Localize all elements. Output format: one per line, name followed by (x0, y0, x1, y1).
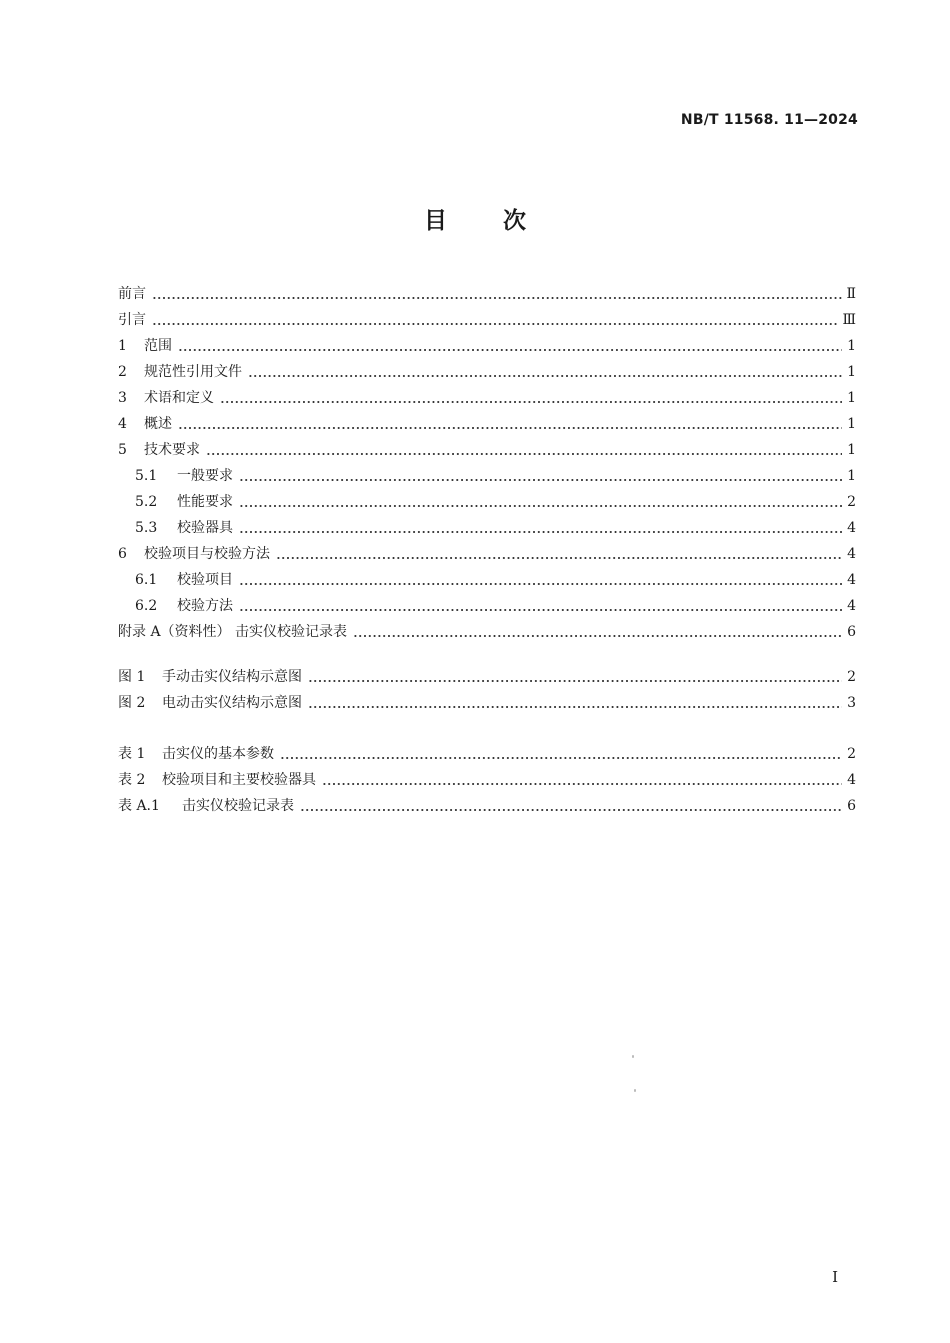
toc-number: 5.3 (135, 520, 158, 536)
toc-tables (118, 741, 856, 819)
toc-entry-4[interactable] (118, 411, 856, 437)
toc-page: Ⅲ (842, 312, 856, 328)
toc-number: 6.1 (135, 572, 158, 588)
dot-leader (152, 281, 842, 307)
toc-number: 5.1 (135, 468, 158, 484)
dot-leader (308, 664, 842, 690)
dot-leader (239, 567, 842, 593)
toc-figures (118, 664, 856, 716)
toc-entry-6-2[interactable] (118, 593, 856, 619)
dot-leader (239, 515, 842, 541)
toc-entry-1[interactable] (118, 333, 856, 359)
toc-entry-figure-1[interactable] (118, 664, 856, 690)
toc-label: 校验项目与校验方法 (144, 546, 270, 562)
toc-page: 1 (847, 442, 856, 458)
figure-label: 电动击实仪结构示意图 (162, 695, 302, 711)
table-page: 2 (847, 746, 856, 762)
dot-leader (248, 359, 842, 385)
page-title (0, 202, 950, 235)
toc-page: 4 (847, 546, 856, 562)
table-page: 4 (847, 772, 856, 788)
toc-number: 2 (118, 364, 127, 380)
toc-number: 6.2 (135, 598, 158, 614)
toc-label: 附录 A（资料性） 击实仪校验记录表 (118, 624, 348, 640)
dot-leader (239, 489, 842, 515)
title-char-2: 次 (503, 208, 526, 234)
toc-page: Ⅱ (846, 286, 856, 302)
toc-number: 6 (118, 546, 127, 562)
toc-number: 5.2 (135, 494, 158, 510)
table-label: 校验项目和主要校验器具 (162, 772, 316, 788)
toc-entry-appendix-a[interactable] (118, 619, 856, 645)
toc-entry-2[interactable] (118, 359, 856, 385)
standard-code: NB/T 11568. 11—2024 (680, 112, 858, 128)
title-char-1: 目 (424, 208, 447, 234)
toc-page: 1 (847, 390, 856, 406)
toc-label: 引言 (118, 312, 146, 328)
dot-leader (239, 463, 842, 489)
table-number: 表 1 (118, 746, 146, 762)
toc-entry-figure-2[interactable] (118, 690, 856, 716)
toc-label: 校验方法 (177, 598, 233, 614)
toc-page: 2 (847, 494, 856, 510)
toc-number: 5 (118, 442, 127, 458)
toc-label: 术语和定义 (144, 390, 214, 406)
dot-leader (300, 793, 842, 819)
toc-entry-introduction[interactable] (118, 307, 856, 333)
dot-leader (322, 767, 842, 793)
toc-page: 1 (847, 468, 856, 484)
toc-label: 一般要求 (177, 468, 233, 484)
toc-label: 前言 (118, 286, 146, 302)
toc-page: 4 (847, 598, 856, 614)
table-label: 击实仪校验记录表 (182, 798, 294, 814)
toc-page: 4 (847, 572, 856, 588)
toc-entry-table-2[interactable] (118, 767, 856, 793)
toc-entry-table-1[interactable] (118, 741, 856, 767)
dot-leader (280, 741, 842, 767)
toc-entry-table-a1[interactable] (118, 793, 856, 819)
toc-page: 4 (847, 520, 856, 536)
dot-leader (178, 411, 842, 437)
toc-number: 3 (118, 390, 127, 406)
dot-leader (220, 385, 842, 411)
toc-entry-5-2[interactable] (118, 489, 856, 515)
toc-entry-6-1[interactable] (118, 567, 856, 593)
toc-entry-5-1[interactable] (118, 463, 856, 489)
toc-page: 1 (847, 338, 856, 354)
table-page: 6 (847, 798, 856, 814)
toc-page: 1 (847, 416, 856, 432)
toc-label: 性能要求 (177, 494, 233, 510)
page-number: I (832, 1268, 838, 1286)
dot-leader (308, 690, 842, 716)
toc-page: 1 (847, 364, 856, 380)
scan-speck (632, 1055, 634, 1058)
toc-label: 规范性引用文件 (144, 364, 242, 380)
figure-page: 3 (847, 695, 856, 711)
table-number: 表 2 (118, 772, 146, 788)
scan-speck (634, 1089, 636, 1092)
toc-entry-foreword[interactable] (118, 281, 856, 307)
dot-leader (353, 619, 842, 645)
toc-entry-3[interactable] (118, 385, 856, 411)
toc-main (118, 281, 856, 645)
figure-label: 手动击实仪结构示意图 (162, 669, 302, 685)
toc-entry-6[interactable] (118, 541, 856, 567)
toc-number: 4 (118, 416, 127, 432)
dot-leader (152, 307, 838, 333)
toc-entry-5[interactable] (118, 437, 856, 463)
dot-leader (178, 333, 842, 359)
figure-number: 图 2 (118, 695, 146, 711)
toc-label: 技术要求 (144, 442, 200, 458)
toc-label: 范围 (144, 338, 172, 354)
dot-leader (206, 437, 842, 463)
toc-label: 校验器具 (177, 520, 233, 536)
figure-number: 图 1 (118, 669, 146, 685)
toc-page: 6 (847, 624, 856, 640)
toc-entry-5-3[interactable] (118, 515, 856, 541)
dot-leader (276, 541, 842, 567)
toc-number: 1 (118, 338, 127, 354)
table-label: 击实仪的基本参数 (162, 746, 274, 762)
toc-label: 概述 (144, 416, 172, 432)
table-number: 表 A.1 (118, 798, 160, 814)
toc-label: 校验项目 (177, 572, 233, 588)
figure-page: 2 (847, 669, 856, 685)
dot-leader (239, 593, 842, 619)
